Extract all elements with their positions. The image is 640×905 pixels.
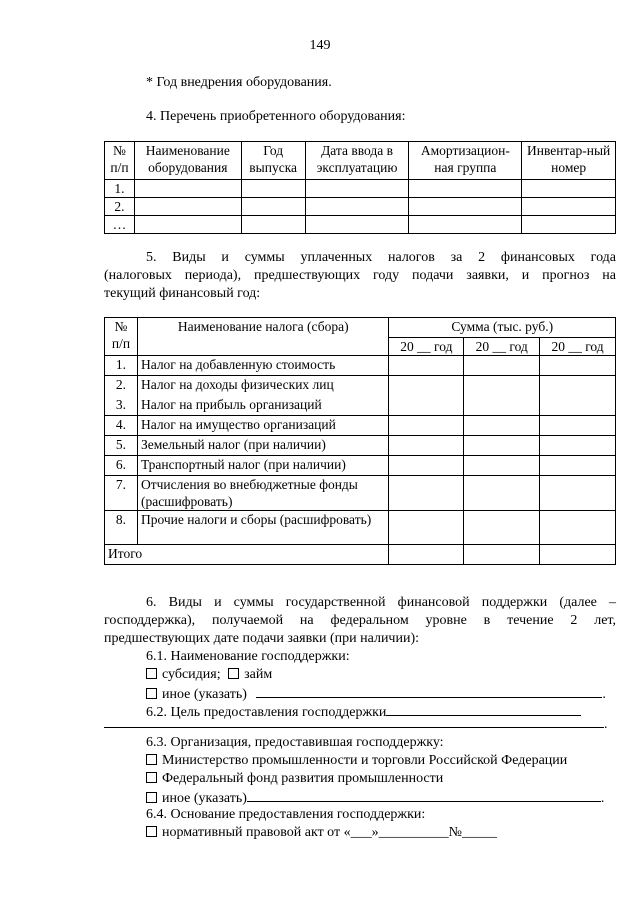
section6-title-line3: предшествующих дате подачи заявки (при наличии): xyxy=(104,631,420,646)
table-row xyxy=(105,456,616,476)
section6-2-title: 6.2. Цель предоставления господдержки xyxy=(146,705,387,720)
table-row xyxy=(105,180,616,198)
page-number: 149 xyxy=(309,38,331,53)
loan-checkbox[interactable] xyxy=(228,668,239,679)
section6-title-line1: 6. Виды и суммы государственной финансовой поддержки (далее – xyxy=(146,595,616,610)
other-support-label: иное (указать) xyxy=(162,687,247,702)
purpose-continuation-row xyxy=(104,714,608,734)
row-num: 2. xyxy=(105,198,135,216)
tax-row-num: 5. xyxy=(105,436,138,456)
subsidy-option-row xyxy=(146,666,272,684)
footnote: * Год внедрения оборудования. xyxy=(146,75,332,90)
tax-row-name: Транспортный налог (при наличии) xyxy=(137,456,389,476)
other-support-row xyxy=(146,684,606,704)
row-num: 1. xyxy=(105,180,135,198)
section6-4-title: 6.4. Основание предоставления господдержки: xyxy=(146,807,426,822)
tax-row-num: 6. xyxy=(105,456,138,476)
frp-checkbox[interactable] xyxy=(146,772,157,783)
table-row xyxy=(105,216,616,234)
year-2-header: 20 __ год xyxy=(464,338,540,356)
tax-col-num-header: № п/п xyxy=(105,318,138,356)
minpromtorg-label: Министерство промышленности и торговли Российской Федерации xyxy=(162,753,568,768)
taxes-table xyxy=(104,317,616,565)
col-name-header: Наименование оборудования xyxy=(134,142,241,180)
basis-row xyxy=(146,824,497,842)
table-row xyxy=(105,416,616,436)
section5-title-line1: 5. Виды и суммы уплаченных налогов за 2 финансовых года xyxy=(146,250,616,265)
purpose-input-line-2[interactable] xyxy=(104,714,604,728)
table-row xyxy=(105,476,616,511)
table-row xyxy=(105,436,616,456)
period: . xyxy=(602,687,606,702)
col-inv-header: Инвентар-ный номер xyxy=(522,142,616,180)
col-num-header: № п/п xyxy=(105,142,135,180)
table-row xyxy=(105,376,616,396)
other-support-input-line[interactable] xyxy=(256,684,602,698)
other-org-label: иное (указать) xyxy=(162,791,247,806)
row-num: … xyxy=(105,216,135,234)
subsidy-label: субсидия; xyxy=(162,667,221,682)
section6-1-title: 6.1. Наименование господдержки: xyxy=(146,649,350,664)
period: . xyxy=(600,791,605,806)
tax-total-label: Итого xyxy=(105,545,389,565)
section6-title-line2: господдержка), получаемой на федеральном уровне в течение 2 лет, xyxy=(104,613,616,628)
other-support-checkbox[interactable] xyxy=(146,688,157,699)
section5-title-line3: текущий финансовый год: xyxy=(104,286,261,301)
org-option-row xyxy=(146,752,567,770)
table-row xyxy=(105,511,616,545)
tax-row-num: 4. xyxy=(105,416,138,436)
loan-label: займ xyxy=(244,667,273,682)
year-3-header: 20 __ год xyxy=(540,338,616,356)
org-option-row xyxy=(146,770,443,788)
tax-row-num: 2. xyxy=(105,376,138,396)
tax-row-name: Налог на прибыль организаций xyxy=(137,396,389,416)
other-org-input-line[interactable] xyxy=(247,788,601,802)
table-row-total xyxy=(105,545,616,565)
normative-act-label: нормативный правовой акт от «___»__________№_____ xyxy=(162,825,497,840)
frp-label: Федеральный фонд развития промышленности xyxy=(162,771,444,786)
org-other-row xyxy=(146,788,604,808)
table-row xyxy=(105,198,616,216)
section5-title-line2: (налоговых периода), предшествующих году подачи заявки, и прогноз на xyxy=(104,268,616,283)
tax-row-num: 8. xyxy=(105,511,138,545)
normative-act-checkbox[interactable] xyxy=(146,826,157,837)
tax-col-name-header: Наименование налога (сбора) xyxy=(137,318,389,356)
tax-row-name: Прочие налоги и сборы (расшифровать) xyxy=(137,511,389,545)
tax-row-num: 3. xyxy=(105,396,138,416)
period: . xyxy=(604,717,608,732)
subsidy-checkbox[interactable] xyxy=(146,668,157,679)
minpromtorg-checkbox[interactable] xyxy=(146,754,157,765)
tax-row-name: Земельный налог (при наличии) xyxy=(137,436,389,456)
tax-row-name: Налог на имущество организаций xyxy=(137,416,389,436)
section6-3-title: 6.3. Организация, предоставившая господдержку: xyxy=(146,735,444,750)
table-row xyxy=(105,356,616,376)
other-org-checkbox[interactable] xyxy=(146,792,157,803)
tax-col-sum-header: Сумма (тыс. руб.) xyxy=(389,318,616,338)
section4-title: 4. Перечень приобретенного оборудования: xyxy=(146,109,406,124)
tax-row-num: 7. xyxy=(105,476,138,511)
col-date-header: Дата ввода в эксплуатацию xyxy=(305,142,409,180)
col-group-header: Амортизацион-ная группа xyxy=(409,142,522,180)
col-year-header: Год выпуска xyxy=(241,142,305,180)
equipment-table xyxy=(104,141,616,234)
tax-row-name: Налог на добавленную стоимость xyxy=(137,356,389,376)
tax-row-name: Налог на доходы физических лиц xyxy=(137,376,389,396)
tax-row-num: 1. xyxy=(105,356,138,376)
tax-row-name: Отчисления во внебюджетные фонды (расшифровать) xyxy=(137,476,389,511)
year-1-header: 20 __ год xyxy=(389,338,464,356)
